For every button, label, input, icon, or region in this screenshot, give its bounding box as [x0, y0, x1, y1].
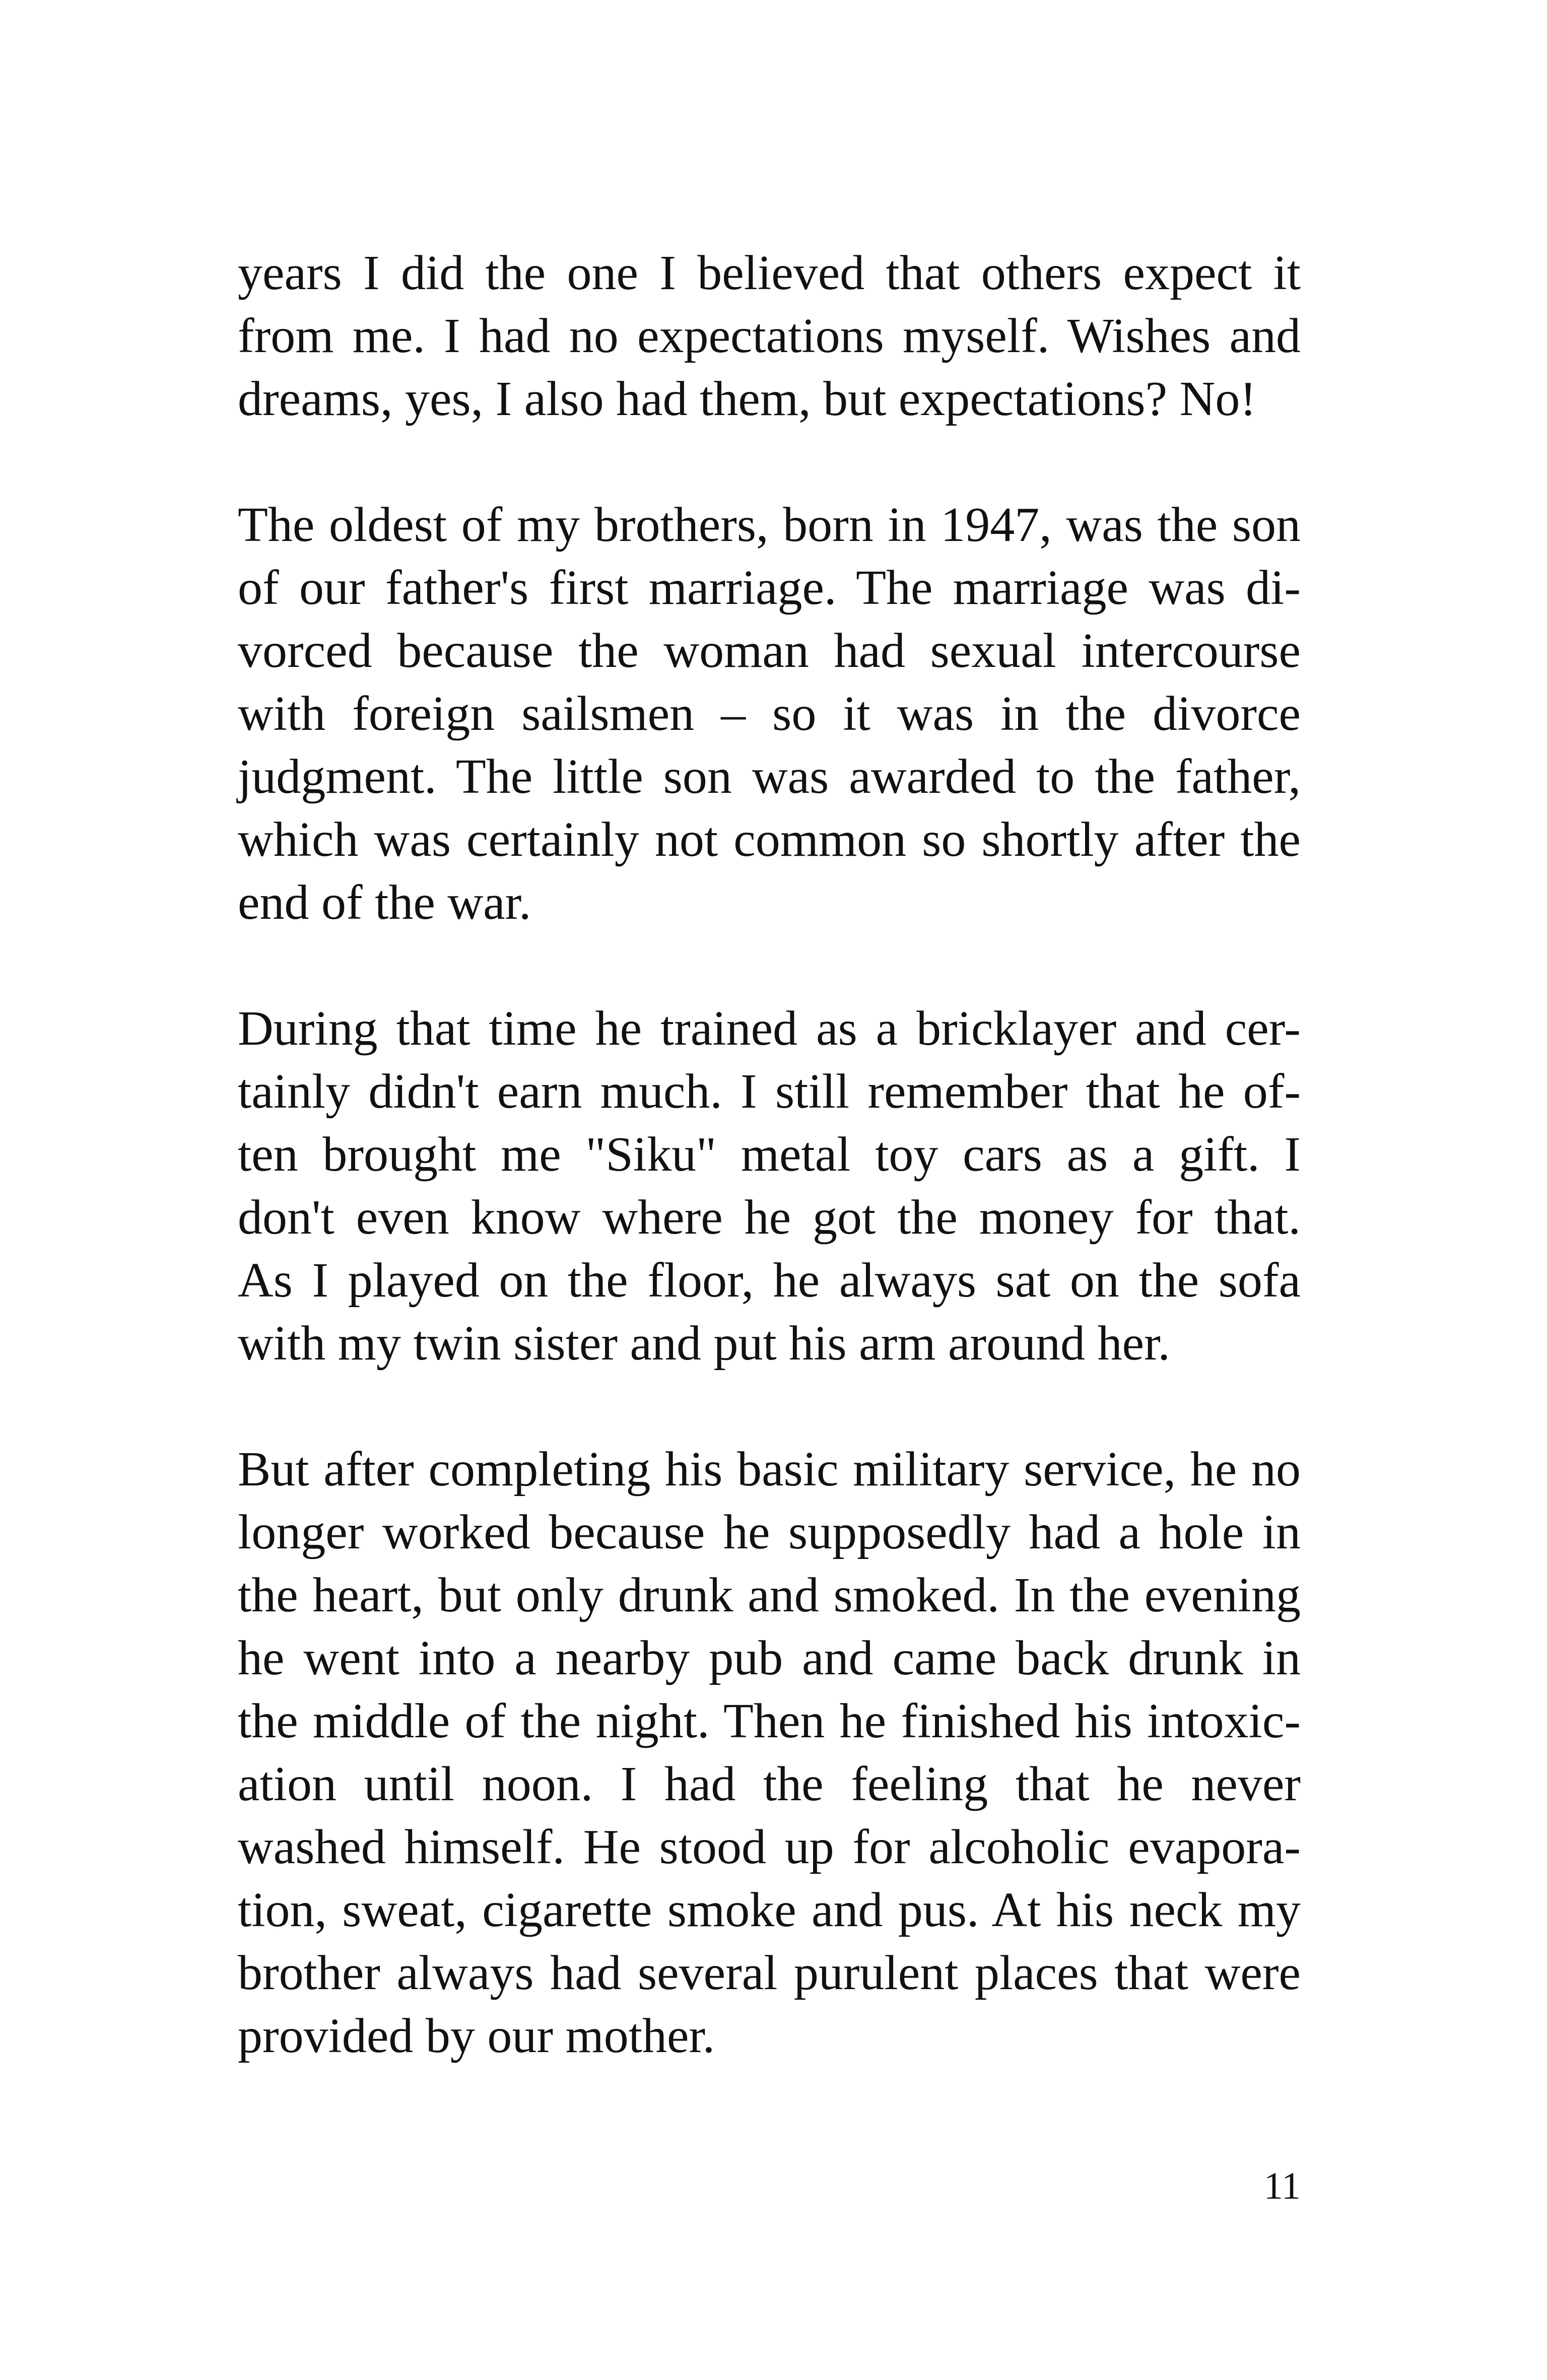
text-line: with foreign sailsmen – so it was in the divorce [238, 687, 1301, 741]
text-line: brother always had several purulent places that were [238, 1946, 1301, 2000]
text-line: dreams, yes, I also had them, but expectations? No! [238, 372, 1257, 426]
text-line: vorced because the woman had sexual intercourse [238, 624, 1301, 678]
text-line: end of the war. [238, 875, 531, 930]
text-line: judgment. The little son was awarded to the father, [238, 750, 1301, 804]
text-line: provided by our mother. [238, 2009, 715, 2063]
page-number: 11 [1263, 2165, 1301, 2207]
text-line: tainly didn't earn much. I still remember that he of- [238, 1064, 1301, 1119]
text-line: ation until noon. I had the feeling that he never [238, 1757, 1301, 1811]
text-line: The oldest of my brothers, born in 1947, was the son [238, 498, 1301, 552]
text-line: he went into a nearby pub and came back drunk in [238, 1631, 1301, 1685]
text-line: During that time he trained as a bricklayer and cer- [238, 1001, 1301, 1056]
text-line: years I did the one I believed that others expect it [238, 246, 1301, 300]
paragraph-2 [238, 494, 1301, 934]
text-line: As I played on the floor, he always sat on the sofa [238, 1253, 1301, 1308]
text-line: which was certainly not common so shortly after the [238, 812, 1301, 867]
paragraph-4 [238, 1438, 1301, 2068]
text-line: ten brought me "Siku" metal toy cars as a gift. I [238, 1127, 1301, 1182]
text-line: the middle of the night. Then he finished his intoxic- [238, 1694, 1301, 1748]
text-line: longer worked because he supposedly had a hole in [238, 1505, 1301, 1559]
text-line: with my twin sister and put his arm around her. [238, 1316, 1170, 1371]
text-line: washed himself. He stood up for alcoholic evapora- [238, 1820, 1301, 1874]
text-line: of our father's first marriage. The marriage was di- [238, 561, 1301, 615]
text-line: don't even know where he got the money for that. [238, 1190, 1301, 1245]
paragraph-1 [238, 242, 1301, 431]
body-text [238, 242, 1301, 2068]
text-line: the heart, but only drunk and smoked. In the evening [238, 1568, 1301, 1622]
text-line: tion, sweat, cigarette smoke and pus. At his neck my [238, 1883, 1301, 1937]
paragraph-3 [238, 997, 1301, 1375]
text-line: But after completing his basic military service, he no [238, 1442, 1301, 1497]
text-line: from me. I had no expectations myself. Wishes and [238, 309, 1301, 363]
